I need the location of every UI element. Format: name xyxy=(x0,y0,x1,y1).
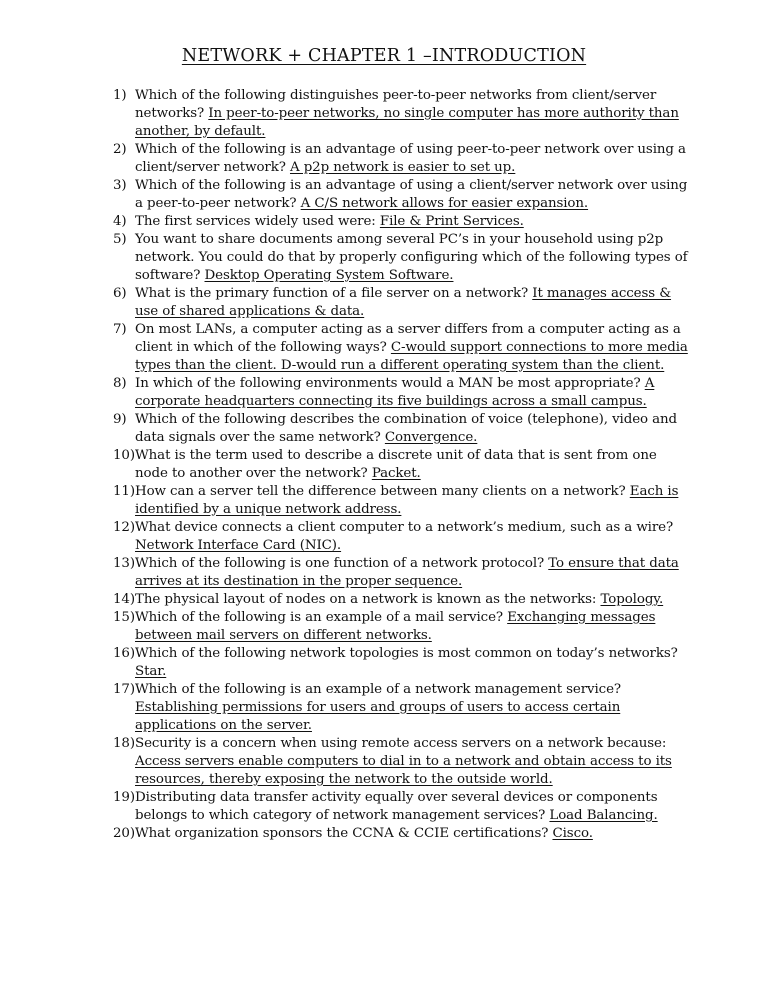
question-text: Security is a concern when using remote access servers on a network because: xyxy=(135,736,667,751)
question-number: 1) xyxy=(113,88,127,103)
question-text: What is the term used to describe a discrete unit of data that is sent from one node to another over the network? xyxy=(135,448,657,481)
answer-text: File & Print Services. xyxy=(379,214,524,229)
question-text: Which of the following is an advantage of using peer-to-peer network over using a client/server network? xyxy=(135,142,686,175)
answer-text: C-would support connections to more media types than the client. D-would run a different operating system than the client. xyxy=(135,340,688,373)
question-text: Which of the following network topologies is most common on today’s networks? xyxy=(135,646,678,661)
question-item xyxy=(113,645,688,681)
answer-text: Load Balancing. xyxy=(549,808,658,823)
question-text: Which of the following is an example of a network management service? xyxy=(135,682,621,697)
answer-text: To ensure that data arrives at its destination in the proper sequence. xyxy=(135,556,679,589)
question-item xyxy=(113,519,688,555)
answer-text: Establishing permissions for users and groups of users to access certain applications on the server. xyxy=(135,700,621,733)
question-number: 17) xyxy=(113,682,135,697)
question-text: Distributing data transfer activity equally over several devices or components belongs to which category of network management services? xyxy=(135,790,658,823)
question-number: 7) xyxy=(113,322,127,337)
question-number: 9) xyxy=(113,412,127,427)
question-number: 16) xyxy=(113,646,135,661)
question-text: The first services widely used were: xyxy=(135,214,376,229)
question-text: Which of the following describes the combination of voice (telephone), video and data signals over the same network? xyxy=(135,412,678,445)
question-number: 15) xyxy=(113,610,135,625)
answer-text: Star. xyxy=(135,664,167,679)
answer-text: Topology. xyxy=(600,592,664,607)
answer-text: Access servers enable computers to dial in to a network and obtain access to its resources, thereby exposing the network to the outside world. xyxy=(135,754,672,787)
answer-text: A corporate headquarters connecting its five buildings across a small campus. xyxy=(135,376,655,409)
question-number: 19) xyxy=(113,790,135,805)
question-text: In which of the following environments would a MAN be most appropriate? xyxy=(135,376,641,391)
question-number: 6) xyxy=(113,286,127,301)
question-item xyxy=(113,375,688,411)
answer-text: Network Interface Card (NIC). xyxy=(135,538,342,553)
question-item xyxy=(113,591,688,609)
question-item xyxy=(113,141,688,177)
question-number: 18) xyxy=(113,736,135,751)
question-number: 10) xyxy=(113,448,135,463)
question-number: 20) xyxy=(113,826,135,841)
question-text: Which of the following is an advantage of using a client/server network over using a peer-to-peer network? xyxy=(135,178,688,211)
question-number: 11) xyxy=(113,484,135,499)
page-title: NETWORK + CHAPTER 1 –INTRODUCTION xyxy=(181,46,587,66)
question-item xyxy=(113,321,688,375)
question-number: 14) xyxy=(113,592,135,607)
question-item xyxy=(113,87,688,141)
question-item xyxy=(113,231,688,285)
question-text: Which of the following is one function of a network protocol? xyxy=(135,556,545,571)
question-number: 3) xyxy=(113,178,127,193)
question-item xyxy=(113,681,688,735)
question-number: 4) xyxy=(113,214,127,229)
question-item xyxy=(113,609,688,645)
question-item xyxy=(113,213,688,231)
question-item xyxy=(113,177,688,213)
question-item xyxy=(113,483,688,519)
answer-text: Cisco. xyxy=(552,826,593,841)
answer-text: Each is identified by a unique network address. xyxy=(135,484,679,517)
question-item xyxy=(113,285,688,321)
question-item xyxy=(113,825,688,843)
question-number: 13) xyxy=(113,556,135,571)
answer-text: Desktop Operating System Software. xyxy=(204,268,454,283)
answer-text: It manages access & use of shared applications & data. xyxy=(135,286,672,319)
question-text: What is the primary function of a file server on a network? xyxy=(135,286,529,301)
question-text: You want to share documents among several PC’s in your household using p2p network. You could do that by properly configuring which of the following types of software? xyxy=(135,232,688,283)
question-text: On most LANs, a computer acting as a server differs from a computer acting as a client in which of the following ways? xyxy=(135,322,681,355)
question-item xyxy=(113,411,688,447)
answer-text: Exchanging messages between mail servers on different networks. xyxy=(135,610,656,643)
question-number: 12) xyxy=(113,520,135,535)
answer-text: A p2p network is easier to set up. xyxy=(289,160,516,175)
question-text: What organization sponsors the CCNA & CCIE certifications? xyxy=(135,826,549,841)
question-item xyxy=(113,735,688,789)
question-text: How can a server tell the difference between many clients on a network? xyxy=(135,484,626,499)
question-item xyxy=(113,789,688,825)
question-text: What device connects a client computer to a network’s medium, such as a wire? xyxy=(135,520,674,535)
answer-text: Convergence. xyxy=(384,430,478,445)
question-number: 8) xyxy=(113,376,127,391)
question-number: 2) xyxy=(113,142,127,157)
question-list xyxy=(113,87,688,843)
answer-text: In peer-to-peer networks, no single computer has more authority than another, by default. xyxy=(135,106,679,139)
question-number: 5) xyxy=(113,232,127,247)
question-item xyxy=(113,447,688,483)
answer-text: A C/S network allows for easier expansion. xyxy=(300,196,589,211)
question-text: The physical layout of nodes on a network is known as the networks: xyxy=(135,592,597,607)
question-item xyxy=(113,555,688,591)
question-text: Which of the following is an example of a mail service? xyxy=(135,610,503,625)
question-text: Which of the following distinguishes peer-to-peer networks from client/server networks? xyxy=(135,88,657,121)
answer-text: Packet. xyxy=(371,466,421,481)
